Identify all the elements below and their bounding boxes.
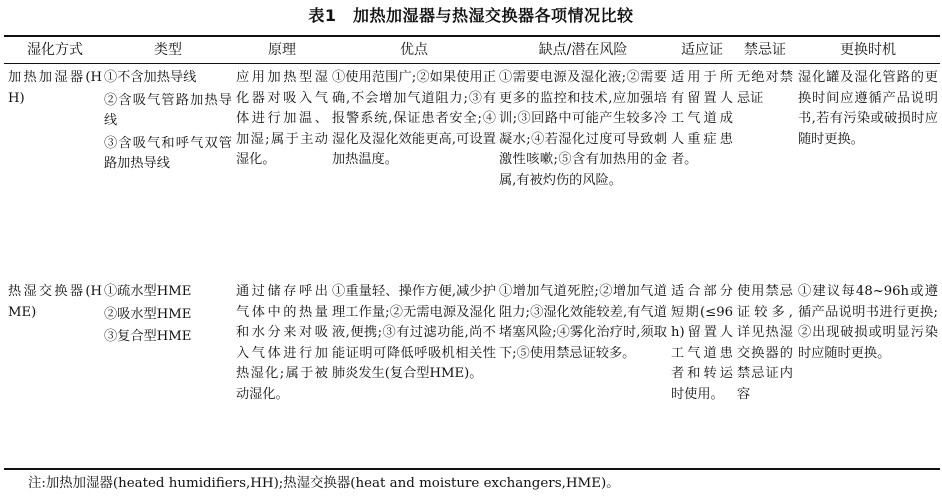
table-row-hme-advantages: ①重量轻、操作方便,减少护理工作量;②无需电源及湿化液,便携;③有过滤功能,尚不能证明可降低呼吸机相关性肺炎发生(复合型HME)。: [332, 284, 496, 382]
table-row-hh-disadvantages: ①需要电源及湿化液;②需要更多的监控和技术,应加强培训;③回路中可能产生较多冷凝水;④若湿化过度可导致刺激性咳嗽;⑤含有加热用的金属,有被灼伤的风险。: [499, 70, 667, 188]
table-row-hh-method: 加热加湿器(HH): [8, 70, 102, 106]
table-bottom-rule: [4, 468, 940, 470]
table-row-hme-indications: 适合部分短期(≤96h)留置人工气道患者和转运时使用。: [671, 284, 733, 402]
type-item: ③含吸气和呼气双管路加热导线: [104, 135, 232, 172]
header-replacement: 更换时机: [840, 42, 896, 58]
table-row-hme-principle: 通过储存呼出气体中的热量和水分来对吸入气体进行加热湿化;属于被动湿化。: [236, 284, 328, 402]
table-row-hh-indications: 适用于所有留置人工气道成人重症患者。: [671, 70, 733, 168]
header-disadvantages: 缺点/潜在风险: [538, 42, 628, 58]
header-principle: 原理: [268, 42, 296, 58]
table-row-hh-contraindications: 无绝对禁忌证: [737, 70, 793, 106]
type-item: ②含吸气管路加热导线: [104, 92, 232, 129]
header-advantages: 优点: [400, 42, 428, 58]
table-row-hh-advantages: ①使用范围广;②如果使用正确,不会增加气道阻力;③有报警系统,保证患者安全;④湿化及湿化效能更高,可设置加热温度。: [332, 70, 496, 168]
table-header-rule: [4, 63, 940, 64]
type-item: ②吸水型HME: [104, 306, 192, 322]
type-item: ①不含加热导线: [104, 70, 197, 85]
header-contraindications: 禁忌证: [744, 42, 786, 58]
table-top-rule: [4, 35, 940, 37]
type-item: ①疏水型HME: [104, 284, 192, 299]
table-row-hme-types: [104, 282, 232, 466]
table-footnote: 注:加热加湿器(heated humidifiers,HH);热湿交换器(heat and moisture exchangers,HME)。: [28, 476, 620, 491]
header-indications: 适应证: [681, 42, 723, 58]
table-row-hme-contraindications: 使用禁忌证较多,详见热湿交换器的禁忌证内容: [737, 284, 793, 402]
type-item: ③复合型HME: [104, 329, 192, 345]
header-type: 类型: [154, 42, 182, 58]
table-row-hh-types: [104, 68, 232, 280]
table-row-hme-disadvantages: ①增加气道死腔;②增加气道阻力;③湿化效能较差,有气道堵塞风险;④雾化治疗时,须取下;⑤使用禁忌证较多。: [499, 284, 667, 361]
header-method: 湿化方式: [27, 42, 83, 58]
table-row-hme-method: 热湿交换器(HME): [8, 284, 102, 320]
table-row-hh-principle: 应用加热型湿化器对吸入气体进行加温、加湿;属于主动湿化。: [236, 70, 328, 168]
table-row-hme-replacement: ①建议每48~96h或遵循产品说明书进行更换;②出现破损或明显污染时应随时更换。: [798, 284, 938, 361]
table-title: 表1 加热加湿器与热湿交换器各项情况比较: [308, 6, 634, 25]
table-row-hh-replacement: 湿化罐及湿化管路的更换时间应遵循产品说明书,若有污染或破损时应随时更换。: [798, 70, 938, 147]
